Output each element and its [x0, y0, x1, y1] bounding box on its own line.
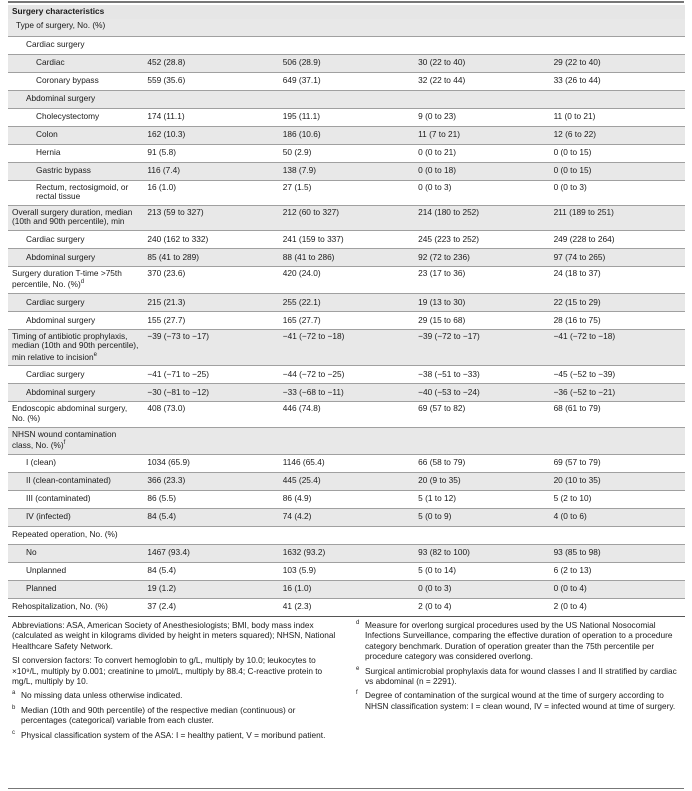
table-row: III (contaminated) 86 (5.5) 86 (4.9) 5 (1 to 12) 5 (2 to 10) — [8, 490, 685, 508]
footnote-f: f Degree of contamination of the surgical wound at the time of surgery according to NHSN classification system: I = clean wound, IV = infected wound at time of surgery. — [356, 690, 676, 711]
section-title: Surgery characteristics — [8, 5, 685, 19]
row-label: Rehospitalization, No. (%) — [8, 598, 143, 616]
row-label: Cardiac surgery — [8, 230, 143, 248]
row-label: III (contaminated) — [8, 490, 143, 508]
table-row: IV (infected) 84 (5.4) 74 (4.2) 5 (0 to 9) 4 (0 to 6) — [8, 508, 685, 526]
footnote-c: c Physical classification system of the ASA: I = healthy patient, V = moribund patient. — [12, 729, 326, 740]
table-row — [8, 19, 685, 36]
table-row: Abdominal surgery 85 (41 to 289) 88 (41 to 286) 92 (72 to 236) 97 (74 to 265) — [8, 248, 685, 266]
table-row: Cardiac surgery 215 (21.3) 255 (22.1) 19 (13 to 30) 22 (15 to 29) — [8, 293, 685, 311]
table-row: Gastric bypass 116 (7.4) 138 (7.9) 0 (0 to 18) 0 (0 to 15) — [8, 162, 685, 180]
table-row: Colon 162 (10.3) 186 (10.6) 11 (7 to 21) 12 (6 to 22) — [8, 126, 685, 144]
row-label: Cardiac — [8, 54, 143, 72]
row-label: Endoscopic abdominal surgery, No. (%) — [8, 402, 143, 427]
table-row — [8, 526, 685, 544]
table-row: Unplanned 84 (5.4) 103 (5.9) 5 (0 to 14) 6 (2 to 13) — [8, 562, 685, 580]
footnote-rule — [8, 616, 685, 617]
table-row: Abdominal surgery −30 (−81 to −12) −33 (−68 to −11) −40 (−53 to −24) −36 (−52 to −21) — [8, 384, 685, 402]
row-label: Abdominal surgery — [8, 384, 143, 402]
table-row: I (clean) 1034 (65.9) 1146 (65.4) 66 (58 to 79) 69 (57 to 79) — [8, 454, 685, 472]
table-row: Cardiac 452 (28.8) 506 (28.9) 30 (22 to 40) 29 (22 to 40) — [8, 54, 685, 72]
row-label: Overall surgery duration, median (10th and 90th percentile), min — [8, 205, 143, 230]
table-row: Hernia 91 (5.8) 50 (2.9) 0 (0 to 21) 0 (0 to 15) — [8, 144, 685, 162]
row-label: Timing of antibiotic prophylaxis, median (10th and 90th percentile), min relative to incision$^e$ — [8, 329, 143, 366]
table-row — [8, 90, 685, 108]
row-label: Abdominal surgery — [8, 248, 143, 266]
table-row: Overall surgery duration, median (10th and 90th percentile), min 213 (59 to 327) 212 (60 to 327) 214 (180 to 252) 211 (189 to 251) — [8, 205, 685, 230]
row-label: Repeated operation, No. (%) — [8, 526, 143, 544]
section-header-row — [8, 5, 685, 19]
row-label: I (clean) — [8, 454, 143, 472]
table-row: II (clean-contaminated) 366 (23.3) 445 (25.4) 20 (9 to 35) 20 (10 to 35) — [8, 472, 685, 490]
row-label: Unplanned — [8, 562, 143, 580]
footnote-a: a No missing data unless otherwise indicated. — [12, 690, 183, 701]
footnotes-left — [12, 620, 342, 744]
row-label: Colon — [8, 126, 143, 144]
row-label: IV (infected) — [8, 508, 143, 526]
table-row: Endoscopic abdominal surgery, No. (%) 408 (73.0) 446 (74.8) 69 (57 to 82) 68 (61 to 79) — [8, 402, 685, 427]
bottom-rule — [8, 788, 684, 789]
si-conversion-note: SI conversion factors: To convert hemoglobin to g/L, multiply by 10.0; leukocytes to ×10⁹/L, multiply by 0.001; creatinine to μmol/L, multiply by 88.4; C-reactive protein to mg/L, multiply by 10. — [12, 655, 323, 687]
footnotes-right — [356, 620, 680, 715]
row-label: Abdominal surgery — [8, 90, 143, 108]
row-label: Surgery duration T-time >75th percentile, No. (%)$^d$ — [8, 266, 143, 293]
row-label: Hernia — [8, 144, 143, 162]
footnote-e: e Surgical antimicrobial prophylaxis data for wound classes I and II stratified by cardiac vs abdominal (n = 2291). — [356, 665, 677, 687]
table-row: Planned 19 (1.2) 16 (1.0) 0 (0 to 3) 0 (0 to 4) — [8, 580, 685, 598]
row-label: Type of surgery, No. (%) — [8, 19, 143, 36]
footnote-b: b Median (10th and 90th percentile) of the respective median (continuous) or percentages (categorical) variable from each cluster. — [12, 704, 296, 726]
surgery-characteristics-table — [8, 5, 685, 616]
row-label: Gastric bypass — [8, 162, 143, 180]
table-row: No 1467 (93.4) 1632 (93.2) 93 (82 to 100) 93 (85 to 98) — [8, 544, 685, 562]
row-label: Planned — [8, 580, 143, 598]
table-row: Coronary bypass 559 (35.6) 649 (37.1) 32 (22 to 44) 33 (26 to 44) — [8, 72, 685, 90]
row-label: Cardiac surgery — [8, 366, 143, 384]
row-label: Abdominal surgery — [8, 311, 143, 329]
row-label: Cardiac surgery — [8, 36, 143, 54]
table-row: Surgery duration T-time >75th percentile, No. (%)$^d$ 370 (23.6) 420 (24.0) 23 (17 to 36) 24 (18 to 37) — [8, 266, 685, 293]
table-row — [8, 427, 685, 454]
top-rule — [8, 1, 684, 3]
table-row: Rehospitalization, No. (%) 37 (2.4) 41 (2.3) 2 (0 to 4) 2 (0 to 4) — [8, 598, 685, 616]
table-row: Cholecystectomy 174 (11.1) 195 (11.1) 9 (0 to 23) 11 (0 to 21) — [8, 108, 685, 126]
table-row: Cardiac surgery 240 (162 to 332) 241 (159 to 337) 245 (223 to 252) 249 (228 to 264) — [8, 230, 685, 248]
row-label: Rectum, rectosigmoid, or rectal tissue — [8, 180, 143, 205]
row-label: Coronary bypass — [8, 72, 143, 90]
table-row: Cardiac surgery −41 (−71 to −25) −44 (−72 to −25) −38 (−51 to −33) −45 (−52 to −39) — [8, 366, 685, 384]
footnote-d: d Measure for overlong surgical procedures used by the US National Nosocomial Infections Surveillance, comparing the effective duration of operation to a procedure category benchmark. Duration of operation greater than the 75th percentile per procedure category was considered overlong. — [356, 620, 673, 662]
abbreviations-note: Abbreviations: ASA, American Society of Anesthesiologists; BMI, body mass index (calculated as weight in kilograms divided by height in meters squared); NHSN, National Healthcare Safety Network. — [12, 620, 336, 651]
row-label: II (clean-contaminated) — [8, 472, 143, 490]
row-label: Cholecystectomy — [8, 108, 143, 126]
row-label: Cardiac surgery — [8, 293, 143, 311]
table-row: Timing of antibiotic prophylaxis, median (10th and 90th percentile), min relative to incision$^e$ −39 (−73 to −17) −41 (−72 to −18) −39 (−72 to −17) −41 (−72 to −18) — [8, 329, 685, 366]
table-row: Abdominal surgery 155 (27.7) 165 (27.7) 29 (15 to 68) 28 (16 to 75) — [8, 311, 685, 329]
table-row: Rectum, rectosigmoid, or rectal tissue 16 (1.0) 27 (1.5) 0 (0 to 3) 0 (0 to 3) — [8, 180, 685, 205]
row-label: No — [8, 544, 143, 562]
table-row — [8, 36, 685, 54]
row-label: NHSN wound contamination class, No. (%)$^f$ — [8, 427, 143, 454]
